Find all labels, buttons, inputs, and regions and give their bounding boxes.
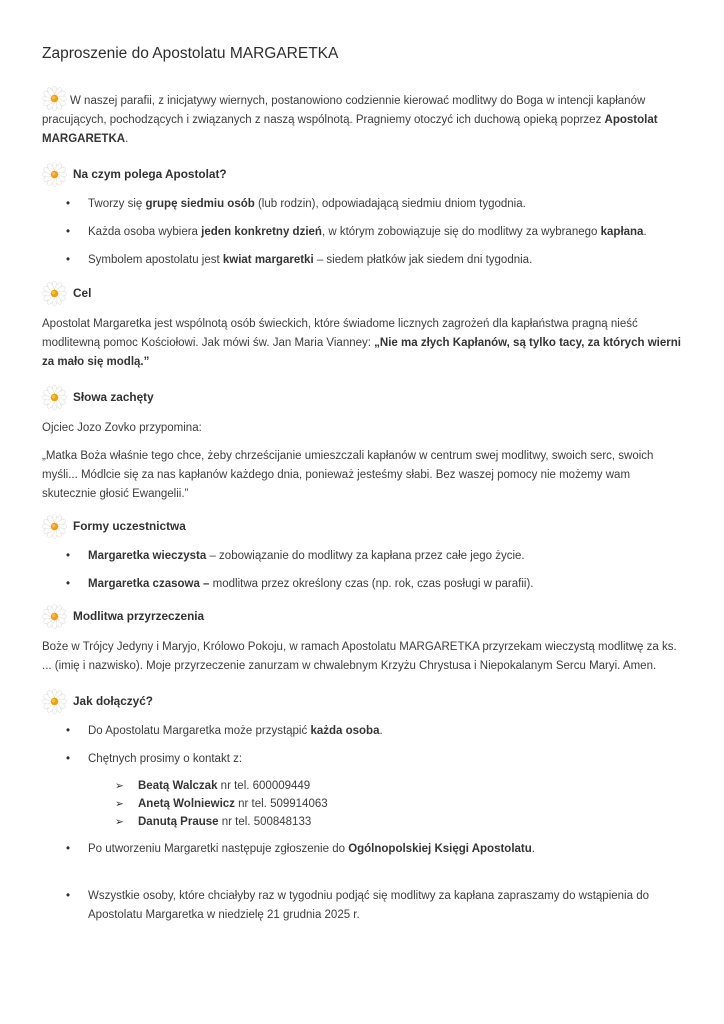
bullet-text: Chętnych prosimy o kontakt z: [88, 753, 243, 765]
section-heading: Modlitwa przyrzeczenia [73, 608, 205, 623]
daisy-icon [42, 514, 67, 539]
section-heading-row [42, 384, 684, 410]
bullet-list [42, 547, 684, 594]
section-heading-row [42, 280, 684, 306]
bullet-text-bold: grupę siedmiu osób [145, 198, 255, 210]
list-item [42, 840, 684, 859]
bullet-dot: • [66, 890, 71, 902]
bullet-dot: • [66, 578, 71, 590]
bullet-text-bold: jeden konkretny dzień [201, 226, 322, 238]
list-item [42, 223, 684, 242]
section-formy-uczestnictwa [42, 513, 684, 594]
contact-name: Danutą Prause [138, 816, 219, 828]
document-title: Zaproszenie do Apostolatu MARGARETKA [42, 45, 339, 62]
bullet-text: , w którym zobowiązuje się do modlitwy za wybranego [321, 226, 601, 238]
bullet-text: . [379, 725, 383, 737]
arrow-marker: ➢ [115, 816, 124, 828]
daisy-icon [42, 385, 67, 410]
arrow-marker: ➢ [115, 780, 124, 792]
bullet-dot: • [66, 226, 71, 238]
contact-phone: 500848133 [253, 816, 312, 828]
bullet-dot: • [66, 753, 71, 765]
bullet-dot: • [66, 843, 71, 855]
bullet-text-bold: kapłana [600, 226, 644, 238]
contact-label: nr tel. [218, 816, 254, 828]
paragraph-text: Apostolat Margaretka jest wspólnotą osób świeckich, które świadome licznych zagrożeń dla kapłaństwa pragną nieść modlitewną pomoc Kościołowi. Jak mówi św. Jan Maria Vianney: [42, 318, 638, 349]
bullet-text: . [531, 843, 535, 855]
bullet-text: . [643, 226, 647, 238]
contact-name: Beatą Walczak [138, 780, 218, 792]
bullet-text-bold: Ogólnopolskiej Księgi Apostolatu [348, 843, 532, 855]
contact-phone: 509914063 [270, 798, 328, 810]
contact-item [88, 777, 684, 795]
bullet-text: – zobowiązanie do modlitwy za kapłana przez całe jego życie. [206, 550, 525, 562]
slowa-intro-line: Ojciec Jozo Zovko przypomina: [42, 422, 202, 434]
section-modlitwa-przyrzeczenia [42, 603, 684, 676]
quote-bold: „Nie ma złych Kapłanów, są tylko tacy, za których wierni za mało się modlą.” [42, 337, 681, 368]
bullet-text: modlitwa przez określony czas (np. rok, czas posługi w parafii). [209, 578, 534, 590]
section-cel [42, 280, 684, 372]
bullet-dot: • [66, 254, 71, 266]
list-item [42, 750, 684, 831]
section-heading-row [42, 513, 684, 539]
modlitwa-paragraph: Boże w Trójcy Jedyny i Maryjo, Królowo Pokoju, w ramach Apostolatu MARGARETKA przyrzekam wieczystą modlitwę za ks. ... (imię i nazwisko). Moje przyrzeczenie zanurzam w chwalebnym Krzyżu Chrystusa i Niepokalanym Sercu Maryi. Amen. [42, 641, 677, 672]
daisy-icon [42, 281, 67, 306]
list-item [42, 251, 684, 270]
bullet-dot: • [66, 725, 71, 737]
section-heading: Jak dołączyć? [73, 693, 153, 708]
cel-paragraph [42, 315, 684, 372]
list-item [42, 575, 684, 594]
bullet-text-bold: kwiat margaretki [222, 254, 314, 266]
contact-item [88, 813, 684, 831]
bullet-dot: • [66, 550, 71, 562]
section-heading-row [42, 688, 684, 714]
bullet-list [42, 195, 684, 270]
intro-section [42, 86, 684, 149]
bullet-text: Do Apostolatu Margaretka może przystąpić [88, 725, 311, 737]
contact-label: nr tel. [217, 780, 253, 792]
slowa-quote: „Matka Boża właśnie tego chce, żeby chrześcijanie umieszczali kapłanów w centrum swej modlitwy, swoich serc, swoich myśli... Módlcie się za nas kapłanów każdego dnia, ponieważ jesteśmy słabi. Bez waszej pomocy nie możemy wam skutecznie głosić Ewangelii.” [42, 450, 654, 500]
section-heading-row [42, 161, 684, 187]
daisy-icon [42, 86, 67, 111]
section-heading: Formy uczestnictwa [73, 518, 186, 533]
bullet-text: – siedem płatków jak siedem dni tygodnia. [313, 254, 533, 266]
bullet-list [42, 722, 684, 925]
bullet-text: Każda osoba wybiera [88, 226, 202, 238]
section-heading: Na czym polega Apostolat? [73, 166, 227, 181]
section-heading: Cel [73, 285, 92, 300]
bullet-text: Symbolem apostolatu jest [88, 254, 223, 266]
bullet-text: Tworzy się [88, 198, 146, 210]
list-item [42, 722, 684, 741]
intro-text: W naszej parafii, z inicjatywy wiernych, postanowiono codziennie kierować modlitwy do Boga w intencji kapłanów pracujących, pochodzących i związanych z naszą wspólnotą. Pragniemy otoczyć ich duchową opieką poprzez [42, 95, 646, 126]
bullet-text: Wszystkie osoby, które chciałyby raz w tygodniu podjąć się modlitwy za kapłana zapraszamy do wstąpienia do Apostolatu Margaretka w niedzielę 21 grudnia 2025 r. [88, 890, 649, 921]
bullet-text-bold: każda osoba [310, 725, 380, 737]
bullet-text-bold: Margaretka wieczysta [88, 550, 207, 562]
intro-text-bold: Apostolat MARGARETKA [42, 114, 658, 145]
section-na-czym-polega [42, 161, 684, 270]
bullet-dot: • [66, 198, 71, 210]
intro-paragraph [42, 86, 684, 149]
list-item [42, 547, 684, 566]
list-item [42, 887, 684, 925]
contact-phone: 600009449 [252, 780, 311, 792]
daisy-icon [42, 162, 67, 187]
section-heading: Słowa zachęty [73, 389, 154, 404]
contact-name: Anetą Wolniewicz [138, 798, 235, 810]
bullet-text-bold: Margaretka czasowa – [88, 578, 210, 590]
contact-item [88, 795, 684, 813]
contact-label: nr tel. [234, 798, 271, 810]
bullet-text: (lub rodzin), odpowiadającą siedmiu dniom tygodnia. [254, 198, 526, 210]
contact-list [88, 777, 684, 831]
bullet-text: Po utworzeniu Margaretki następuje zgłoszenie do [88, 843, 349, 855]
list-item [42, 195, 684, 214]
section-slowa-zachety [42, 384, 684, 504]
intro-text-end: . [125, 133, 129, 145]
arrow-marker: ➢ [115, 798, 124, 810]
daisy-icon [42, 604, 67, 629]
daisy-icon [42, 689, 67, 714]
section-heading-row [42, 603, 684, 629]
section-jak-dolaczyc [42, 688, 684, 925]
